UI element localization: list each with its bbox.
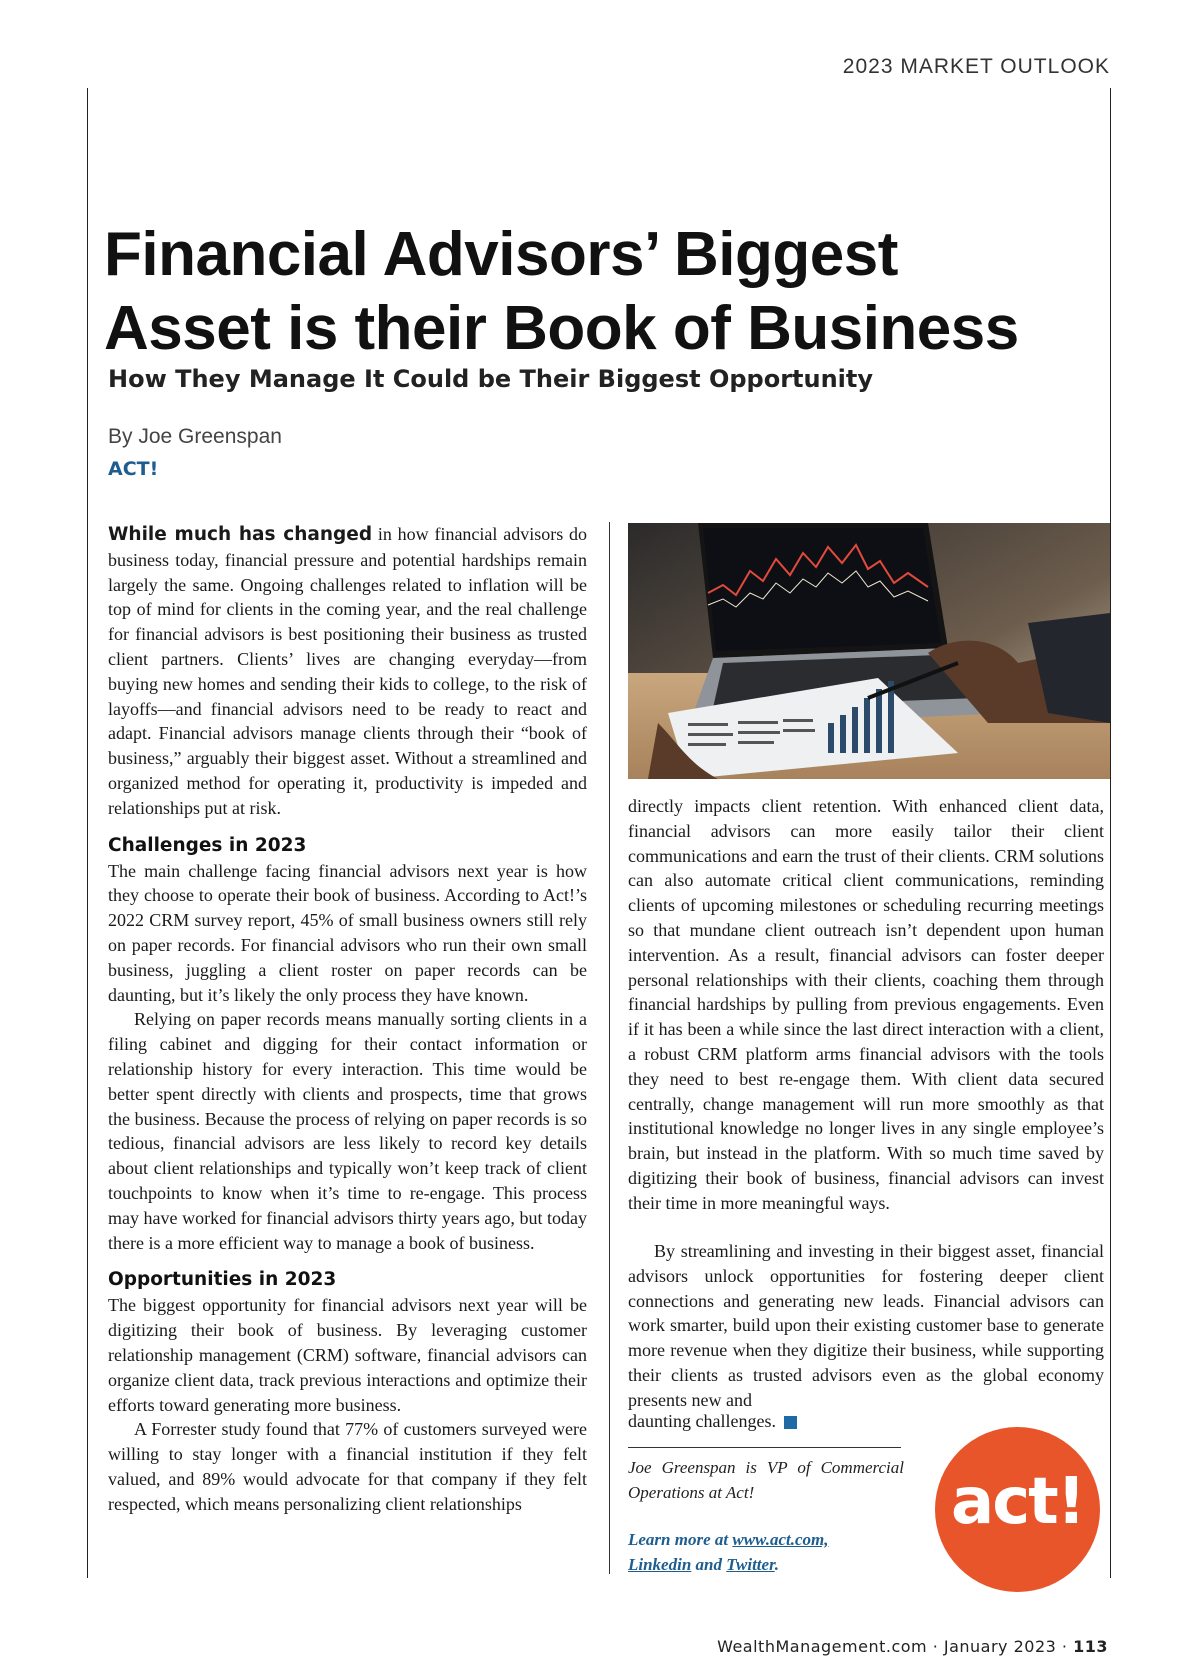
byline: By Joe Greenspan [108,425,282,448]
section-label: 2023 MARKET OUTLOOK [842,55,1110,78]
column-divider [609,522,610,1574]
intro-body: in how financial advisors do business today, financial pressure and potential hardships remain largely the same. Ongoing challenges related to inflation will be top of mind for clients in the coming year, and the real challenge for financial advisors is best positioning their business as trusted client partners. Clients’ lives are changing everyday—from buying new homes and sending their kids to college, to the risk of layoffs—and financial advisors need to be ready to react and adapt. Financial advisors manage clients through their “book of business,” arguably their biggest asset. Without a streamlined and organized method for operating it, productivity is impeded and relationships put at risk. [108,524,587,818]
title-line-2: Asset is their Book of Business [104,294,1019,363]
article-photo [628,523,1110,779]
paragraph-challenges-2: Relying on paper records means manually sorting clients in a filing cabinet and digging for their contact information or relationship history for every interaction. This time would be better spent directly with clients and prospects, time that grows the business. Because the process of relying on paper records is so tedious, financial advisors are less likely to record key details about client relationships and typically won’t keep track of client touchpoints to know when it’s time to re-engage. This process may have worked for financial advisors thirty years ago, but today there is a more efficient way to manage a book of business. [108,1009,587,1253]
left-column [108,522,587,1516]
right-rule [1110,88,1111,1578]
heading-challenges: Challenges in 2023 [108,834,307,856]
bio-divider [628,1447,901,1448]
author-bio: Joe Greenspan is VP of Commercial Operations at Act! [628,1458,904,1502]
title-line-1: Financial Advisors’ Biggest [104,220,898,289]
learn-more-prefix: Learn more at [628,1530,733,1549]
left-rule [87,88,88,1578]
company-name: ACT! [108,458,159,480]
act-logo-text: act! [951,1465,1084,1539]
learn-more [628,1527,928,1577]
closing-last-line [628,1409,908,1434]
article-subtitle: How They Manage It Could be Their Biggest Opportunity [108,365,874,393]
right-column-closing [628,1239,1104,1413]
paragraph-closing: By streamlining and investing in their biggest asset, financial advisors unlock opportunities for fostering deeper client connections and generating new leads. Financial advisors can work smarter, build upon their existing customer base to generate more revenue when they digitize their business, while supporting their clients as trusted advisors even as the global economy presents new and [628,1241,1104,1410]
closing-last-words: daunting challenges. [628,1411,776,1431]
paragraph-opportunities-2: A Forrester study found that 77% of customers surveyed were willing to stay longer with a financial institution if they felt valued, and 89% would advocate for that company if they felt respected, which means personalizing client relationships [108,1419,587,1514]
linkedin-link[interactable]: Linkedin [628,1555,692,1574]
act-website-link[interactable]: www.act.com, [732,1530,829,1549]
act-logo [935,1427,1100,1592]
learn-more-and: and [691,1555,727,1574]
page-footer [717,1637,1108,1656]
paragraph-opportunities-1: The biggest opportunity for financial advisors next year will be digitizing their book of business. By leveraging customer relationship management (CRM) software, financial advisors can organize client data, track previous interactions and optimize their efforts toward generating more business. [108,1295,587,1415]
page-number: 113 [1073,1637,1108,1656]
paragraph-challenges-1: The main challenge facing financial advisors next year is how they choose to operate their book of business. According to Act!’s 2022 CRM survey report, 45% of small business owners still rely on paper records. For financial advisors who run their own small business, juggling a client roster on paper records can be daunting, but it’s likely the only process they have known. [108,860,587,1005]
end-mark-icon [784,1416,797,1429]
learn-more-end: . [774,1555,780,1574]
twitter-link[interactable]: Twitter [726,1555,775,1574]
heading-opportunities: Opportunities in 2023 [108,1269,337,1291]
article-title [104,218,1104,366]
lead-in: While much has changed [108,524,373,545]
stock-chart-laptop-photo [628,523,1110,779]
paragraph-retention: directly impacts client retention. With enhanced client data, financial advisors can more easily tailor their client communications and earn the trust of their clients. CRM solutions can also automate critical client communications, reminding clients of upcoming milestones or scheduling recurring meetings so that mundane client outreach isn’t dependent upon human intervention. As a result, financial advisors can foster deeper personal relationships with their clients, coaching them through financial hardships by pulling from previous engagements. Even if it has been a while since the last direct interaction with a client, a robust CRM platform arms financial advisors with the tools they need to best re-engage them. With client data secured centrally, change management will run more smoothly as that institutional knowledge no longer lives in any single employee’s brain, but instead in the platform. With so much time saved by digitizing their book of business, financial advisors can invest their time in more meaningful ways. [628,796,1104,1213]
right-column [628,794,1104,1216]
footer-publication: WealthManagement.com · January 2023 · [717,1637,1074,1656]
paragraph-intro [108,522,587,821]
